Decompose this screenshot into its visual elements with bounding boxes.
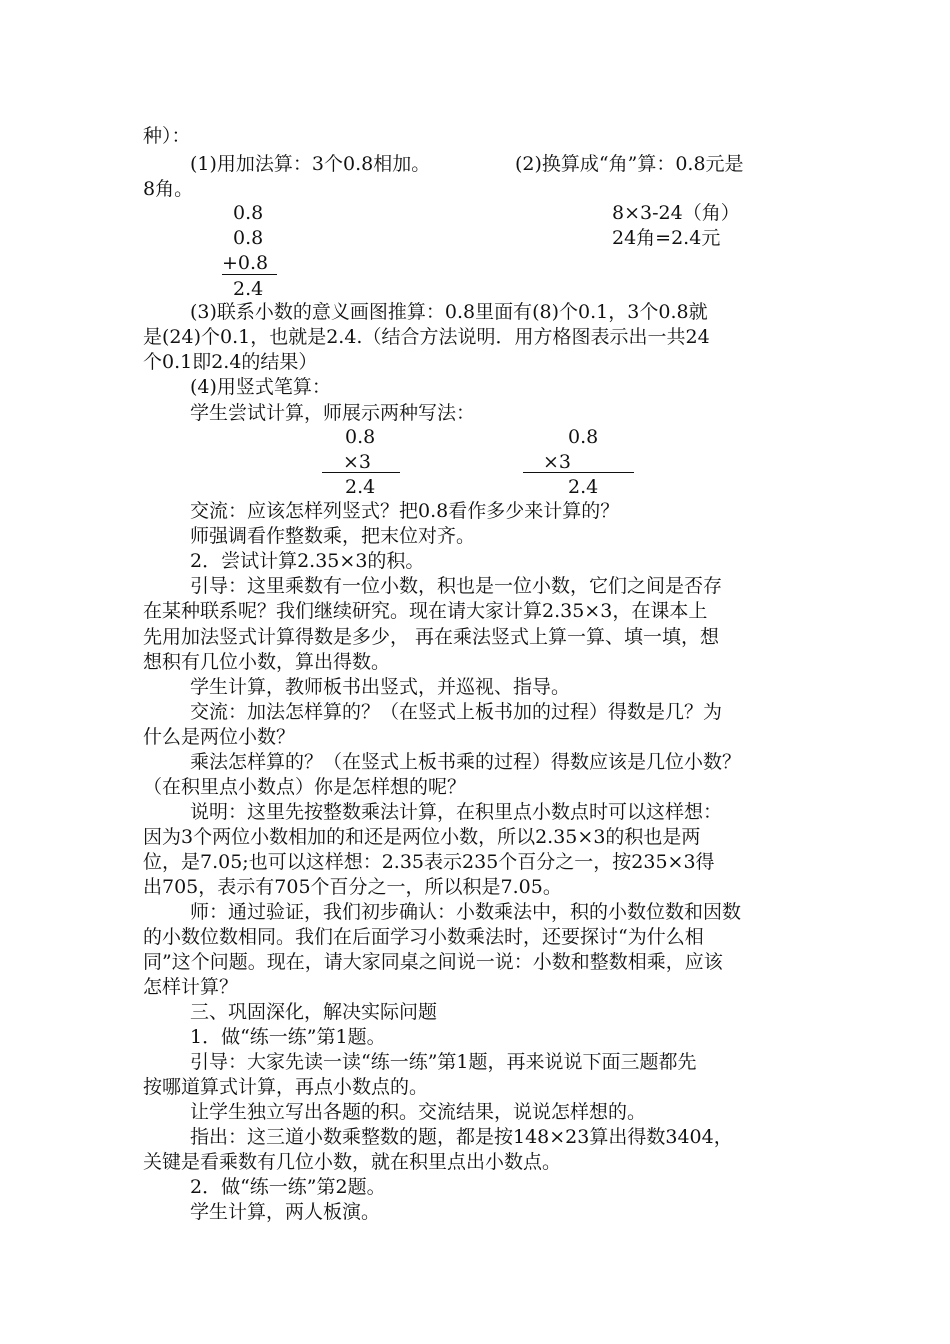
text-line: 乘法怎样算的？（在竖式上板书乘的过程）得数应该是几位小数？ [190,751,742,773]
text-line: 怎样计算？ [143,976,239,998]
text-line: 学生尝试计算，师展示两种写法： [190,402,476,424]
text-line: 的小数位数相同。我们在后面学习小数乘法时，还要探讨“为什么相 [143,926,704,948]
text-line: 2．尝试计算2.35×3的积。 [190,550,425,572]
text-line: 在某种联系呢？我们继续研究。现在请大家计算2.35×3，在课本上 [143,600,708,622]
text-line: 1．做“练一练”第1题。 [190,1026,386,1048]
vertical1-rule [322,472,400,473]
text-line: 先用加法竖式计算得数是多少， 再在乘法竖式上算一算、填一填，想 [143,626,720,648]
text-line: 位，是7.05;也可以这样想：2.35表示235个百分之一，按235×3得 [143,851,715,873]
vertical1-multiplier: ×3 [343,451,372,473]
text-line: (4)用竖式笔算： [190,376,331,398]
text-line: 让学生独立写出各题的积。交流结果，说说怎样想的。 [190,1101,647,1123]
addition-operand: 0.8 [233,227,264,249]
text-line: （在积里点小数点）你是怎样想的呢？ [143,776,467,798]
text-line: 什么是两位小数？ [143,726,296,748]
vertical2-rule [523,472,634,473]
conversion-step: 8×3-24（角） [612,202,740,224]
text-line: 交流：应该怎样列竖式？把0.8看作多少来计算的？ [190,500,620,522]
text-line: 是(24)个0.1，也就是2.4.（结合方法说明．用方格图表示出一共24 [143,326,710,348]
vertical1-result: 2.4 [345,476,376,498]
text-line: 关键是看乘数有几位小数，就在积里点出小数点。 [143,1151,562,1173]
conversion-step: 24角=2.4元 [612,227,721,249]
method-2-heading: (2)换算成“角”算：0.8元是 [515,153,744,175]
vertical2-result: 2.4 [568,476,599,498]
text-line: 师：通过验证，我们初步确认：小数乘法中，积的小数位数和因数 [190,901,742,923]
vertical1-top: 0.8 [345,426,376,448]
text-line: 学生计算，教师板书出竖式，并巡视、指导。 [190,676,571,698]
text-line: 出705，表示有705个百分之一，所以积是7.05。 [143,876,562,898]
section-heading: 三、巩固深化，解决实际问题 [190,1001,438,1023]
text-line: 种）： [143,125,191,147]
text-line: 8角。 [143,178,194,200]
text-line: 个0.1即2.4的结果） [143,351,318,373]
addition-rule [222,274,277,275]
text-line: 引导：大家先读一读“练一练”第1题，再来说说下面三题都先 [190,1051,697,1073]
text-line: 交流：加法怎样算的？（在竖式上板书加的过程）得数是几？为 [190,701,723,723]
text-line: 引导：这里乘数有一位小数，积也是一位小数，它们之间是否存 [190,575,723,597]
vertical2-top: 0.8 [568,426,599,448]
text-line: 按哪道算式计算，再点小数点的。 [143,1076,429,1098]
text-line: 学生计算，两人板演。 [190,1201,381,1223]
method-1-heading: (1)用加法算：3个0.8相加。 [190,153,431,175]
text-line: 同”这个问题。现在，请大家同桌之间说一说：小数和整数相乘，应该 [143,951,723,973]
vertical2-multiplier: ×3 [543,451,572,473]
text-line: 说明：这里先按整数乘法计算，在积里点小数点时可以这样想： [190,801,723,823]
text-line: 师强调看作整数乘，把末位对齐。 [190,525,476,547]
addition-sum: 2.4 [233,278,264,300]
text-line: 因为3个两位小数相加的和还是两位小数，所以2.35×3的积也是两 [143,826,701,848]
text-line: 2．做“练一练”第2题。 [190,1176,386,1198]
text-line: (3)联系小数的意义画图推算：0.8里面有(8)个0.1，3个0.8就 [190,301,708,323]
addition-operand: 0.8 [233,202,264,224]
text-line: 想积有几位小数，算出得数。 [143,651,391,673]
text-line: 指出：这三道小数乘整数的题，都是按148×23算出得数3404， [190,1126,733,1148]
addition-operand: +0.8 [222,252,269,274]
